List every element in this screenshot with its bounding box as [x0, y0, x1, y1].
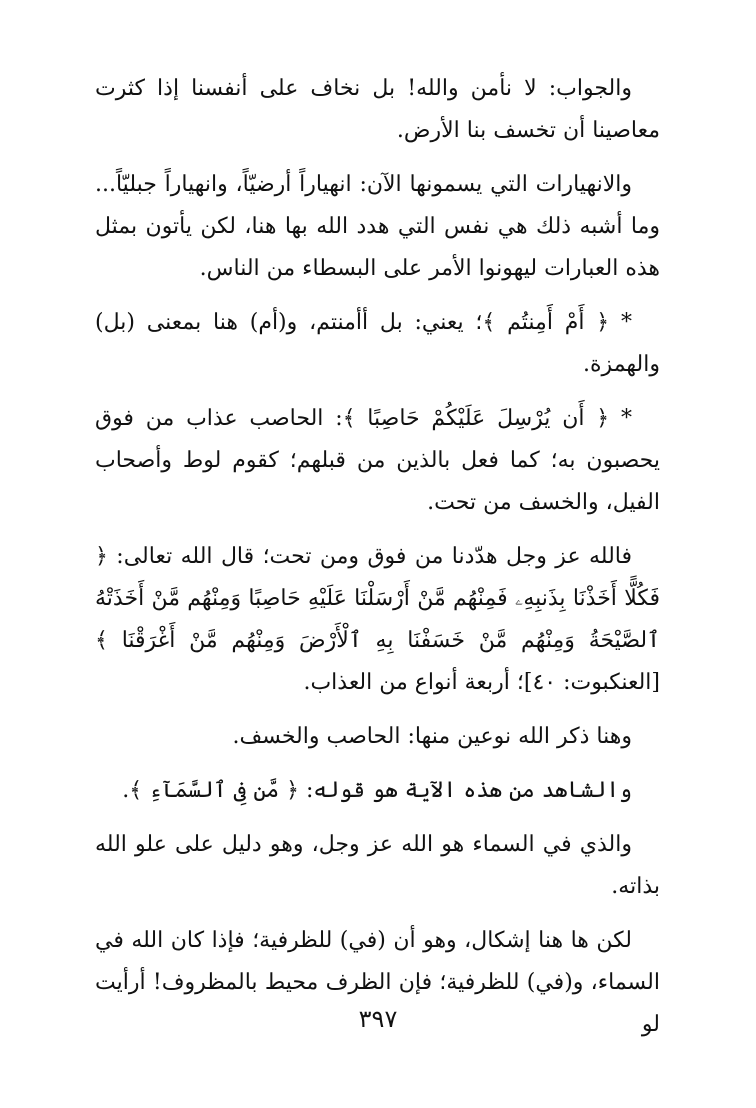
- paragraph-problem: لكن ها هنا إشكال، وهو أن (في) للظرفية؛ فإذا كان الله في السماء، و(في) للظرفية؛ فإن الظرف محيط بالمظروف! أرأيت لو: [95, 928, 660, 1037]
- page-body: [95, 68, 660, 1058]
- paragraph-ankabut-verse: فالله عز وجل هدّدنا من فوق ومن تحت؛ قال الله تعالى: ﴿ فَكُلًّا أَخَذْنَا بِذَنبِهِۦ فَمِنْهُم مَّنْ أَرْسَلْنَا عَلَيْهِ حَاصِبًا وَمِنْهُم مَّنْ أَخَذَتْهُ ٱلصَّيْحَةُ وَمِنْهُم مَّنْ خَسَفْنَا بِهِ ٱلْأَرْضَ وَمِنْهُم مَّنْ أَغْرَقْنَا ﴾ [العنكبوت: ٤٠]؛ أربعة أنواع من العذاب.: [95, 544, 660, 695]
- paragraph-two-types: وهنا ذكر الله نوعين منها: الحاصب والخسف.: [232, 724, 632, 749]
- page-number: ٣٩٧: [358, 1005, 398, 1033]
- paragraph-answer: والجواب: لا نأمن والله! بل نخاف على أنفسنا إذا كثرت معاصينا أن تخسف بنا الأرض.: [95, 76, 660, 143]
- paragraph-highness: والذي في السماء هو الله عز وجل، وهو دليل على علو الله بذاته.: [95, 832, 660, 899]
- paragraph-am-amintum: * ﴿ أَمْ أَمِنتُم ﴾؛ يعني: بل أأمنتم، و(أم) هنا بمعنى (بل) والهمزة.: [95, 310, 660, 377]
- paragraph-hasib: * ﴿ أَن يُرْسِلَ عَلَيْكُمْ حَاصِبًا ﴾: الحاصب عذاب من فوق يحصبون به؛ كما فعل بالذين من قبلهم؛ كقوم لوط وأصحاب الفيل، والخسف من تحت.: [95, 406, 660, 515]
- paragraph-evidence: والشاهد من هذه الآية هو قوله: ﴿ مَّن فِى ٱلسَّمَآءِ ﴾.: [122, 778, 632, 803]
- paragraph-collapses: والانهيارات التي يسمونها الآن: انهياراً أرضيّاً، وانهياراً جبليّاً... وما أشبه ذلك هي نفس التي هدد الله بها هنا، لكن يأتون بمثل هذه العبارات ليهونوا الأمر على البسطاء من الناس.: [95, 172, 660, 281]
